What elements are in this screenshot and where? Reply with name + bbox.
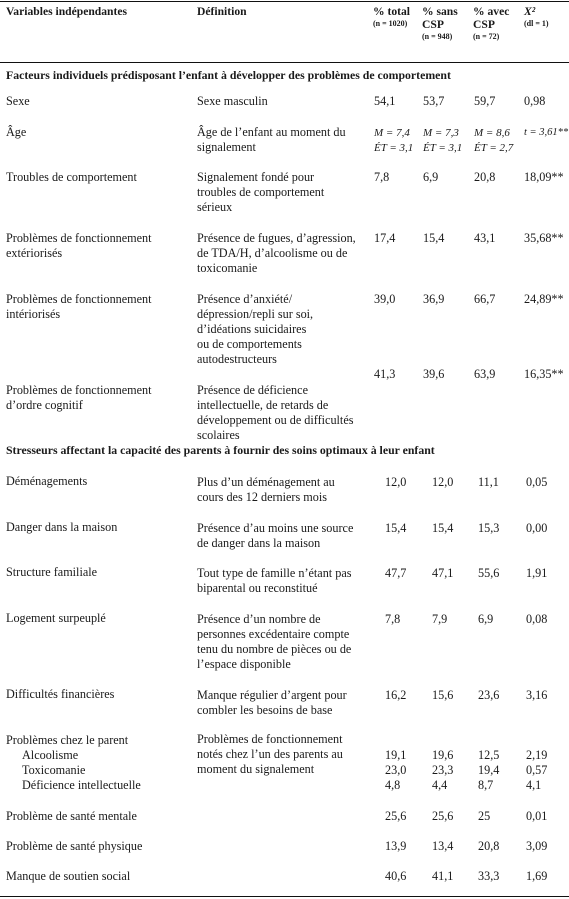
header-x2 xyxy=(524,5,549,29)
header-variables: Variables indépendantes xyxy=(6,5,128,18)
row-logement-total: 7,8 xyxy=(385,612,401,626)
row-dem-x2: 0,05 xyxy=(526,475,548,489)
header-total-label: % total xyxy=(373,5,411,18)
row-sexe-label: Sexe xyxy=(6,94,30,108)
row-logement-def-4: l’espace disponible xyxy=(197,657,291,671)
row-age-t: t = 3,61** xyxy=(524,127,569,138)
row-cog-def-4: scolaires xyxy=(197,428,240,442)
row-danger-label: Danger dans la maison xyxy=(6,520,118,534)
row-age-sans-sd: ÉT = 3,1 xyxy=(423,142,463,154)
row-dem-label: Déménagements xyxy=(6,474,88,488)
row-parent-deficience-label: Déficience intellectuelle xyxy=(22,778,141,792)
row-troubles-def-3: sérieux xyxy=(197,200,233,214)
row-logement-label: Logement surpeuplé xyxy=(6,611,106,625)
row-sexe-def: Sexe masculin xyxy=(197,94,268,108)
row-dem-total: 12,0 xyxy=(385,475,407,489)
row-cog-sans: 39,6 xyxy=(423,367,445,381)
row-physique-x2: 3,09 xyxy=(526,839,548,853)
row-sexe-x2: 0,98 xyxy=(524,94,546,108)
row-fin-x2: 3,16 xyxy=(526,688,548,702)
row-struct-avec: 55,6 xyxy=(478,566,500,580)
row-dem-def-2: cours des 12 derniers mois xyxy=(197,490,327,504)
row-soutien-sans: 41,1 xyxy=(432,869,454,883)
top-rule xyxy=(0,1,569,2)
row-cog-def-3: développement ou de difficultés xyxy=(197,413,354,427)
row-physique-label: Problème de santé physique xyxy=(6,839,143,853)
row-dem-def-1: Plus d’un déménagement au xyxy=(197,475,335,489)
row-soutien-x2: 1,69 xyxy=(526,869,548,883)
row-logement-avec: 6,9 xyxy=(478,612,494,626)
row-ext-label-2: extériorisés xyxy=(6,246,63,260)
row-int-total: 39,0 xyxy=(374,292,396,306)
row-cog-x2: 16,35** xyxy=(524,367,564,381)
header-sans xyxy=(422,5,458,42)
row-physique-sans: 13,4 xyxy=(432,839,454,853)
row-parent-toxico-sans: 23,3 xyxy=(432,763,454,777)
bottom-rule xyxy=(0,896,569,897)
row-physique-avec: 20,8 xyxy=(478,839,500,853)
row-cog-label-2: d’ordre cognitif xyxy=(6,398,83,412)
section-individual-factors: Facteurs individuels prédisposant l’enfant à développer des problèmes de comportement xyxy=(6,68,451,82)
row-troubles-avec: 20,8 xyxy=(474,170,496,184)
header-definition: Définition xyxy=(197,5,247,18)
row-int-def-1: Présence d’anxiété/ xyxy=(197,292,293,306)
row-struct-sans: 47,1 xyxy=(432,566,454,580)
header-sans-csp: CSP xyxy=(422,18,444,31)
section-stressors: Stresseurs affectant la capacité des parents à fournir des soins optimaux à leur enfant xyxy=(6,443,435,457)
row-mentale-label: Problème de santé mentale xyxy=(6,809,137,823)
row-fin-def-2: combler les besoins de base xyxy=(197,703,333,717)
row-ext-x2: 35,68** xyxy=(524,231,564,245)
header-avec-n: (n = 72) xyxy=(473,32,500,41)
row-age-total-mean: M = 7,4 xyxy=(374,127,410,139)
row-ext-def-2: de TDA/H, d’alcoolisme ou de xyxy=(197,246,348,260)
row-int-def-3: d’idéations suicidaires xyxy=(197,322,307,336)
row-soutien-avec: 33,3 xyxy=(478,869,500,883)
row-parent-def-2: notés chez l’un des parents au xyxy=(197,747,343,761)
row-danger-def-2: de danger dans la maison xyxy=(197,536,321,550)
row-parent-alcool-x2: 2,19 xyxy=(526,748,548,762)
row-ext-sans: 15,4 xyxy=(423,231,445,245)
header-sans-label: % sans xyxy=(422,5,458,18)
row-ext-label-1: Problèmes de fonctionnement xyxy=(6,231,152,245)
row-logement-x2: 0,08 xyxy=(526,612,548,626)
row-parent-alcool-avec: 12,5 xyxy=(478,748,500,762)
row-troubles-sans: 6,9 xyxy=(423,170,439,184)
row-ext-def-1: Présence de fugues, d’agression, xyxy=(197,231,356,245)
row-mentale-sans: 25,6 xyxy=(432,809,454,823)
row-age-avec-mean: M = 8,6 xyxy=(474,127,510,139)
row-soutien-label: Manque de soutien social xyxy=(6,869,131,883)
row-physique-total: 13,9 xyxy=(385,839,407,853)
row-int-label-2: intériorisés xyxy=(6,307,61,321)
row-int-avec: 66,7 xyxy=(474,292,496,306)
row-parent-deficience-total: 4,8 xyxy=(385,778,401,792)
row-parent-deficience-sans: 4,4 xyxy=(432,778,448,792)
row-mentale-total: 25,6 xyxy=(385,809,407,823)
row-struct-total: 47,7 xyxy=(385,566,407,580)
row-parent-toxico-x2: 0,57 xyxy=(526,763,548,777)
row-age-def-2: signalement xyxy=(197,140,256,154)
row-sexe-total: 54,1 xyxy=(374,94,396,108)
row-age-avec-sd: ÉT = 2,7 xyxy=(474,142,514,154)
row-cog-avec: 63,9 xyxy=(474,367,496,381)
row-struct-label: Structure familiale xyxy=(6,565,98,579)
row-struct-def-2: biparental ou reconstitué xyxy=(197,581,318,595)
row-logement-sans: 7,9 xyxy=(432,612,448,626)
row-troubles-label: Troubles de comportement xyxy=(6,170,137,184)
row-cog-def-2: intellectuelle, de retards de xyxy=(197,398,329,412)
row-troubles-def-1: Signalement fondé pour xyxy=(197,170,315,184)
row-fin-def-1: Manque régulier d’argent pour xyxy=(197,688,347,702)
row-logement-def-3: tenu du nombre de pièces ou de xyxy=(197,642,352,656)
row-parent-label: Problèmes chez le parent xyxy=(6,733,129,747)
header-x2-label: X² xyxy=(524,5,536,18)
row-int-def-4: ou de comportements xyxy=(197,337,302,351)
row-fin-total: 16,2 xyxy=(385,688,407,702)
row-int-label-1: Problèmes de fonctionnement xyxy=(6,292,152,306)
row-danger-total: 15,4 xyxy=(385,521,407,535)
row-cog-def-1: Présence de déficience xyxy=(197,383,308,397)
row-int-def-2: dépression/repli sur soi, xyxy=(197,307,314,321)
header-avec xyxy=(473,5,509,42)
row-ext-def-3: toxicomanie xyxy=(197,261,258,275)
row-dem-avec: 11,1 xyxy=(478,475,499,489)
row-parent-deficience-x2: 4,1 xyxy=(526,778,542,792)
row-parent-alcool-label: Alcoolisme xyxy=(22,748,79,762)
row-int-def-5: autodestructeurs xyxy=(197,352,277,366)
row-parent-toxico-total: 23,0 xyxy=(385,763,407,777)
row-parent-deficience-avec: 8,7 xyxy=(478,778,494,792)
header-total xyxy=(373,5,410,29)
row-parent-alcool-total: 19,1 xyxy=(385,748,407,762)
row-troubles-x2: 18,09** xyxy=(524,170,564,184)
row-age-sans-mean: M = 7,3 xyxy=(423,127,459,139)
row-fin-sans: 15,6 xyxy=(432,688,454,702)
row-ext-total: 17,4 xyxy=(374,231,396,245)
header-x2-dl: (dl = 1) xyxy=(524,19,549,28)
row-sexe-avec: 59,7 xyxy=(474,94,496,108)
row-int-x2: 24,89** xyxy=(524,292,564,306)
row-logement-def-1: Présence d’un nombre de xyxy=(197,612,321,626)
row-dem-sans: 12,0 xyxy=(432,475,454,489)
row-parent-alcool-sans: 19,6 xyxy=(432,748,454,762)
header-total-n: (n = 1020) xyxy=(373,19,408,28)
row-struct-x2: 1,91 xyxy=(526,566,548,580)
header-sans-n: (n = 948) xyxy=(422,32,453,41)
row-logement-def-2: personnes excédentaire compte xyxy=(197,627,350,641)
row-danger-sans: 15,4 xyxy=(432,521,454,535)
row-parent-def-3: moment du signalement xyxy=(197,762,315,776)
row-ext-avec: 43,1 xyxy=(474,231,496,245)
row-parent-def-1: Problèmes de fonctionnement xyxy=(197,732,343,746)
row-danger-avec: 15,3 xyxy=(478,521,500,535)
row-mentale-avec: 25 xyxy=(478,809,491,823)
row-mentale-x2: 0,01 xyxy=(526,809,548,823)
header-avec-csp: CSP xyxy=(473,18,495,31)
row-cog-label-1: Problèmes de fonctionnement xyxy=(6,383,152,397)
row-parent-toxico-label: Toxicomanie xyxy=(22,763,86,777)
row-danger-def-1: Présence d’au moins une source xyxy=(197,521,354,535)
row-fin-avec: 23,6 xyxy=(478,688,500,702)
header-avec-label: % avec xyxy=(473,5,510,18)
row-int-sans: 36,9 xyxy=(423,292,445,306)
row-age-label: Âge xyxy=(6,125,27,139)
row-soutien-total: 40,6 xyxy=(385,869,407,883)
row-cog-total: 41,3 xyxy=(374,367,396,381)
row-troubles-total: 7,8 xyxy=(374,170,390,184)
row-age-total-sd: ÉT = 3,1 xyxy=(374,142,414,154)
row-age-def-1: Âge de l’enfant au moment du xyxy=(197,125,346,139)
row-parent-toxico-avec: 19,4 xyxy=(478,763,500,777)
row-struct-def-1: Tout type de famille n’étant pas xyxy=(197,566,352,580)
row-troubles-def-2: troubles de comportement xyxy=(197,185,325,199)
row-sexe-sans: 53,7 xyxy=(423,94,445,108)
header-rule xyxy=(0,62,569,63)
row-fin-label: Difficultés financières xyxy=(6,687,115,701)
row-danger-x2: 0,00 xyxy=(526,521,548,535)
